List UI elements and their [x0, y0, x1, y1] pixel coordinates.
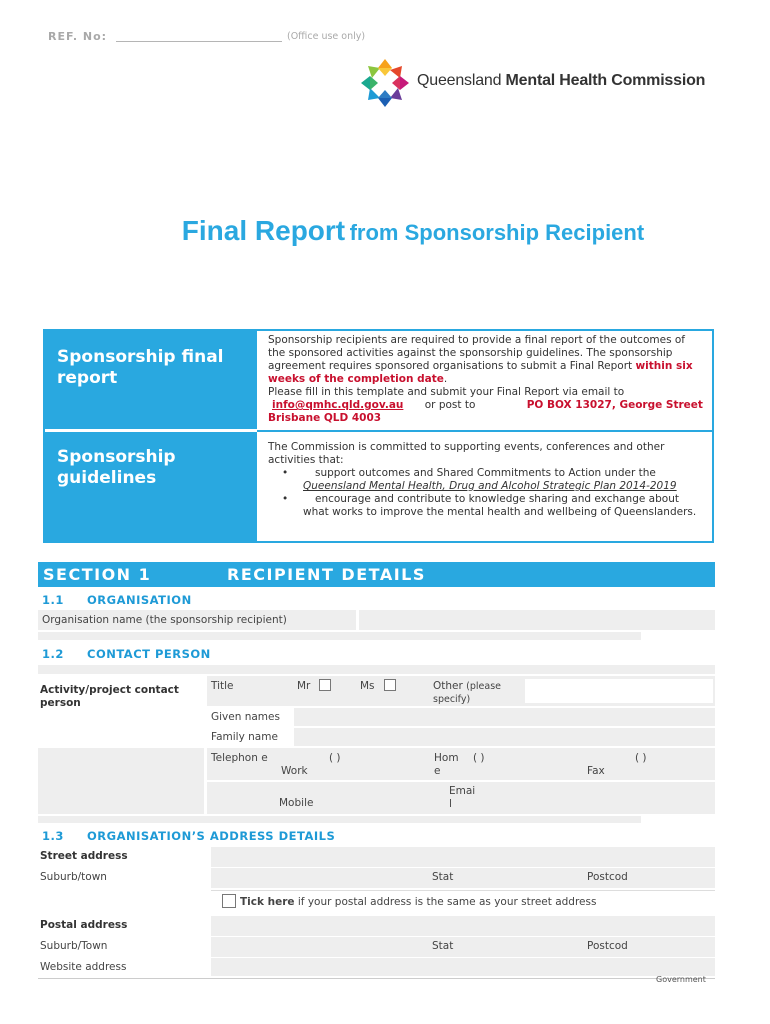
- same-address-text: Tick here if your postal address is the same as your street address: [240, 896, 597, 908]
- other-title-input[interactable]: [525, 679, 713, 703]
- title-main: Final Report: [181, 215, 346, 246]
- fax-area-code[interactable]: ( ): [635, 752, 647, 764]
- office-use-note: (Office use only): [287, 31, 366, 42]
- email-link[interactable]: info@qmhc.qld.gov.au: [272, 399, 404, 411]
- home-area-code[interactable]: ( ): [473, 752, 485, 764]
- subsection-heading-contact: CONTACT PERSON: [87, 647, 211, 661]
- org-name-input[interactable]: [359, 610, 715, 630]
- mr-label: Mr: [297, 680, 311, 692]
- website-input[interactable]: [211, 958, 715, 976]
- postal-address-label: Postal address: [40, 919, 128, 931]
- website-label: Website address: [40, 961, 127, 973]
- mobile-label: Mobile: [279, 797, 314, 809]
- form-bottom-line: [38, 978, 715, 979]
- mr-checkbox[interactable]: [319, 679, 331, 691]
- guidelines-text: The Commission is committed to supporting events, conferences and other activities that: • support outcomes and Shared Commitments to Action under the Queensland Mental Health, Drug and Alcohol Strategic Plan 2014-2019 • encourage and contribute to knowledge sharing and exchange about what works to improve the mental health and wellbeing of Queenslanders.: [268, 441, 697, 518]
- postal-suburb-input[interactable]: [211, 937, 715, 957]
- org-logo-text: Queensland Mental Health Commission: [417, 72, 706, 89]
- contact-spacer: [38, 665, 715, 674]
- home-label: Hom e: [434, 752, 459, 777]
- report-heading: Sponsorship final report: [45, 331, 257, 429]
- given-names-input[interactable]: [294, 708, 715, 726]
- qmhc-logo-icon: [360, 58, 410, 108]
- title-label: Title: [211, 680, 234, 692]
- ref-number-field[interactable]: [116, 41, 282, 42]
- ms-label: Ms: [360, 680, 375, 692]
- street-address-input[interactable]: [211, 847, 715, 867]
- street-address-label: Street address: [40, 850, 128, 862]
- postal-address-input[interactable]: [211, 916, 715, 936]
- given-names-label: Given names: [211, 711, 280, 723]
- contact-person-label: Activity/project contact person: [40, 684, 179, 709]
- email-label: Emai l: [449, 785, 476, 810]
- same-address-checkbox[interactable]: [222, 894, 236, 908]
- suburb-town-label: Suburb/town: [40, 871, 107, 883]
- report-text: Sponsorship recipients are required to provide a final report of the outcomes of the sponsored activities against the sponsorship guidelines. The sponsorship agreement requires sponsored organisations to submit a Final Report within six weeks of the completion date. Please fill in this template and submit your Final Report via email to info@qmhc.qld.gov.au or post to PO BOX 13027, George Street Brisbane QLD 4003: [268, 334, 703, 424]
- other-label: Other (please specify): [433, 680, 502, 705]
- page-title: [0, 215, 770, 247]
- postal-suburb-label: Suburb/Town: [40, 940, 108, 952]
- subsection-number-1-1: 1.1: [42, 593, 64, 607]
- org-name-label: Organisation name (the sponsorship recipient): [42, 614, 287, 626]
- po-box: PO BOX 13027, George Street Brisbane QLD 4003: [268, 399, 703, 424]
- family-name-input[interactable]: [294, 728, 715, 746]
- ref-label: REF. No:: [48, 30, 108, 43]
- ms-checkbox[interactable]: [384, 679, 396, 691]
- work-area-code[interactable]: ( ): [329, 752, 341, 764]
- section-1-bar: [38, 562, 715, 587]
- postal-postcode-label: Postcod: [587, 940, 628, 952]
- contact-bottom-spacer: [38, 816, 641, 823]
- state-label: Stat: [432, 871, 454, 883]
- guidelines-heading: Sponsorship guidelines: [45, 432, 257, 541]
- section-name: RECIPIENT DETAILS: [227, 565, 426, 584]
- postcode-label: Postcod: [587, 871, 628, 883]
- subsection-number-1-2: 1.2: [42, 647, 64, 661]
- section-number: SECTION 1: [43, 565, 152, 584]
- postal-state-label: Stat: [432, 940, 454, 952]
- intro-divider: [257, 430, 714, 432]
- suburb-town-input[interactable]: [211, 868, 715, 888]
- subsection-heading-organisation: ORGANISATION: [87, 593, 192, 607]
- telephone-label: Telephon e: [211, 752, 268, 764]
- family-name-label: Family name: [211, 731, 278, 743]
- work-label: Work: [281, 765, 308, 777]
- footer-cut-text: Government: [656, 975, 706, 982]
- subsection-number-1-3: 1.3: [42, 829, 64, 843]
- org-name-input-2[interactable]: [38, 632, 641, 640]
- subsection-heading-address: ORGANISATION’S ADDRESS DETAILS: [87, 829, 336, 843]
- contact-label-cell-2: [38, 748, 204, 814]
- title-sub: from Sponsorship Recipient: [349, 220, 645, 245]
- fax-label: Fax: [587, 765, 605, 777]
